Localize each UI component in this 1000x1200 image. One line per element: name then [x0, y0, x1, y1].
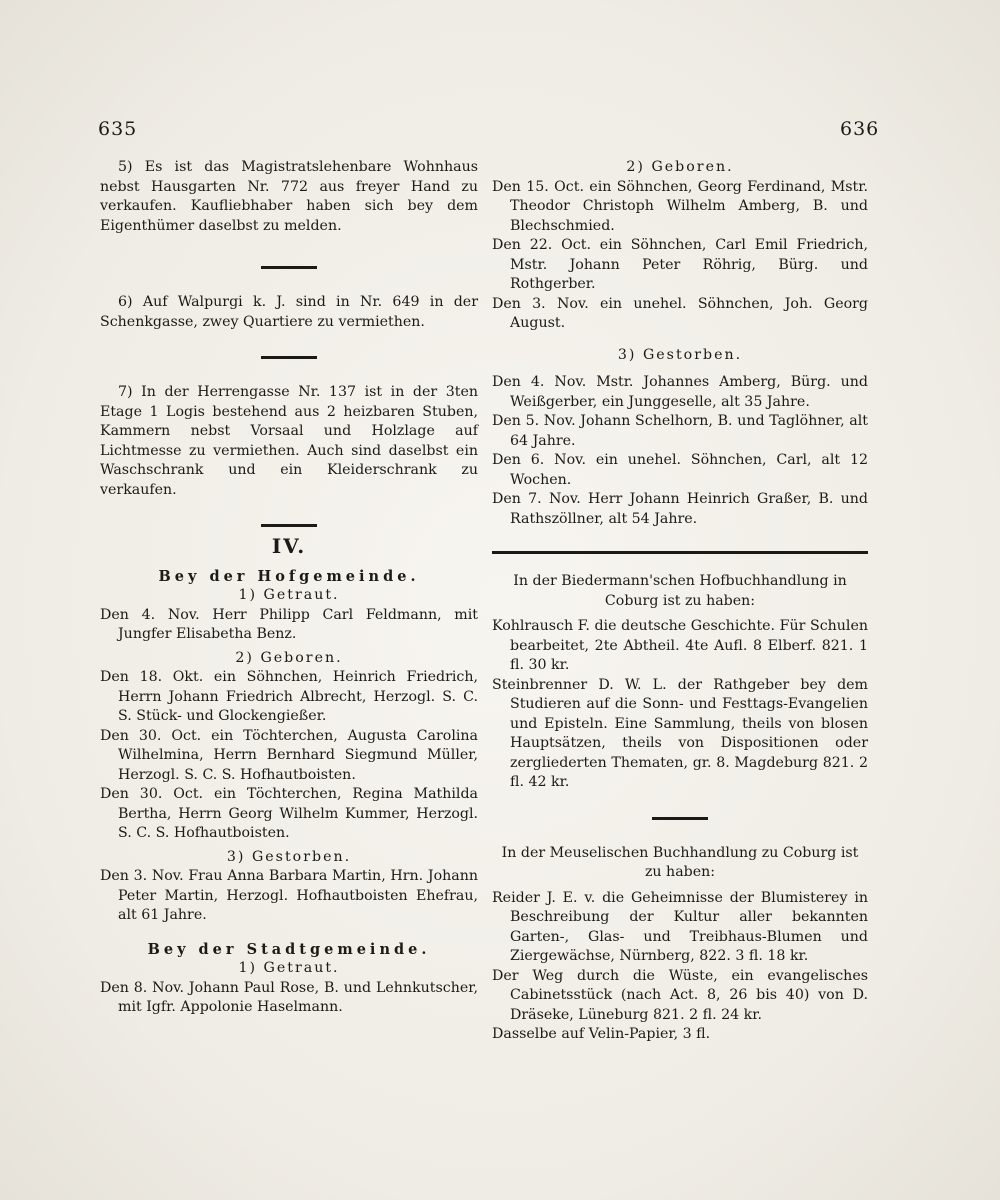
hof-born-heading: 2) Geboren. — [235, 649, 343, 666]
stadt-section-title: Bey der Stadtgemeinde. — [147, 940, 431, 958]
hof-died-heading: 3) Gestorben. — [226, 848, 352, 865]
died-entry: Den 4. Nov. Mstr. Johannes Amberg, Bürg. und Weißgerber, ein Junggeselle, alt 35 Jahre. — [492, 374, 868, 410]
hof-married-entry: Den 4. Nov. Herr Philipp Carl Feldmann, mit Jungfer Elisabetha Benz. — [100, 606, 478, 642]
born-entry: Den 3. Nov. ein unehel. Söhnchen, Joh. Georg August. — [492, 295, 868, 331]
died-entry: Den 6. Nov. ein unehel. Söhnchen, Carl, alt 12 Wochen. — [492, 452, 868, 488]
stadt-married-entry: Den 8. Nov. Johann Paul Rose, B. und Lehnkutscher, mit Igfr. Appolonie Haselmann. — [100, 979, 478, 1015]
hof-died-entry: Den 3. Nov. Frau Anna Barbara Martin, Hrn. Johann Peter Martin, Herzogl. Hofhautboisten Ehefrau, alt 61 Jahre. — [100, 868, 478, 923]
born-entry: Den 15. Oct. ein Söhnchen, Georg Ferdinand, Mstr. Theodor Christoph Wilhelm Amberg, B. und Blechschmied. — [492, 178, 868, 234]
ad-item: Der Weg durch die Wüste, ein evangelisches Cabinetsstück (nach Act. 8, 26 bis 40) von D. Dräseke, Lüneburg 821. 2 fl. 24 kr. — [492, 967, 868, 1023]
died-entry: Den 7. Nov. Herr Johann Heinrich Graßer, B. und Rathszöllner, alt 54 Jahre. — [492, 491, 868, 527]
right-column — [492, 158, 868, 1045]
died-entry: Den 5. Nov. Johann Schelhorn, B. und Taglöhner, alt 64 Jahre. — [492, 413, 868, 449]
hof-married-heading: 1) Getraut. — [238, 587, 340, 603]
hof-born-entry: Den 30. Oct. ein Töchterchen, Augusta Carolina Wilhelmina, Herrn Bernhard Siegmund Müller, Herzogl. S. C. S. Hofhautboisten. — [100, 727, 478, 783]
born-entry: Den 22. Oct. ein Söhnchen, Carl Emil Friedrich, Mstr. Johann Peter Röhrig, Bürg. und Rothgerber. — [492, 237, 868, 292]
ad-item: Dasselbe auf Velin-Papier, 3 fl. — [492, 1026, 711, 1042]
notice-5: 5) Es ist das Magistratslehenbare Wohnhaus nebst Hausgarten Nr. 772 aus freyer Hand zu verkaufen. Kaufliebhaber haben sich bey dem Eigenthümer daselbst zu melden. — [100, 159, 478, 234]
stadt-married-heading: 1) Getraut. — [238, 960, 340, 976]
born-heading: 2) Geboren. — [626, 159, 734, 175]
ad-item: Kohlrausch F. die deutsche Geschichte. Für Schulen bearbeitet, 2te Abtheil. 4te Aufl. 8 Elberf. 821. 1 fl. 30 kr. — [492, 618, 868, 673]
hof-born-entry: Den 18. Okt. ein Söhnchen, Heinrich Friedrich, Herrn Johann Friedrich Albrecht, Herzogl. S. C. S. Stück- und Glockengießer. — [100, 669, 478, 724]
page-number-right: 636 — [840, 118, 880, 140]
ad-item: Reider J. E. v. die Geheimnisse der Blumisterey in Beschreibung der Kultur aller bekannten Garten-, Glas- und Treibhaus-Blumen und Ziergewächse, Nürnberg, 822. 3 fl. 18 kr. — [492, 889, 868, 964]
hof-section-title: Bey der Hofgemeinde. — [158, 567, 420, 585]
left-column — [100, 158, 478, 1018]
notice-7: 7) In der Herrengasse Nr. 137 ist in der 3ten Etage 1 Logis bestehend aus 2 heizbaren Stuben, Kammern nebst Vorsaal und Holzlage auf Lichtmesse zu vermiethen. Auch sind daselbst ein Waschschrank und ein Kleiderschrank zu verkaufen. — [100, 384, 478, 498]
ad-biedermann-heading: In der Biedermann'schen Hofbuchhandlung in Coburg ist zu haben: — [513, 573, 847, 609]
page-number-left: 635 — [98, 118, 138, 140]
died-heading: 3) Gestorben. — [617, 346, 743, 363]
ad-meusel-heading: In der Meuselischen Buchhandlung zu Coburg ist zu haben: — [501, 844, 859, 880]
section-numeral: IV. — [271, 534, 307, 558]
hof-born-entry: Den 30. Oct. ein Töchterchen, Regina Mathilda Bertha, Herrn Georg Wilhelm Kummer, Herzogl. S. C. S. Hofhautboisten. — [100, 786, 478, 841]
notice-6: 6) Auf Walpurgi k. J. sind in Nr. 649 in der Schenkgasse, zwey Quartiere zu vermiethen. — [100, 294, 478, 330]
ad-item: Steinbrenner D. W. L. der Rathgeber bey dem Studieren auf die Sonn- und Festtags-Evangelien und Episteln. Eine Sammlung, theils von blosen Hauptsätzen, theils von Dispositionen oder zergliederten Thematen, gr. 8. Magdeburg 821. 2 fl. 42 kr. — [492, 676, 868, 790]
